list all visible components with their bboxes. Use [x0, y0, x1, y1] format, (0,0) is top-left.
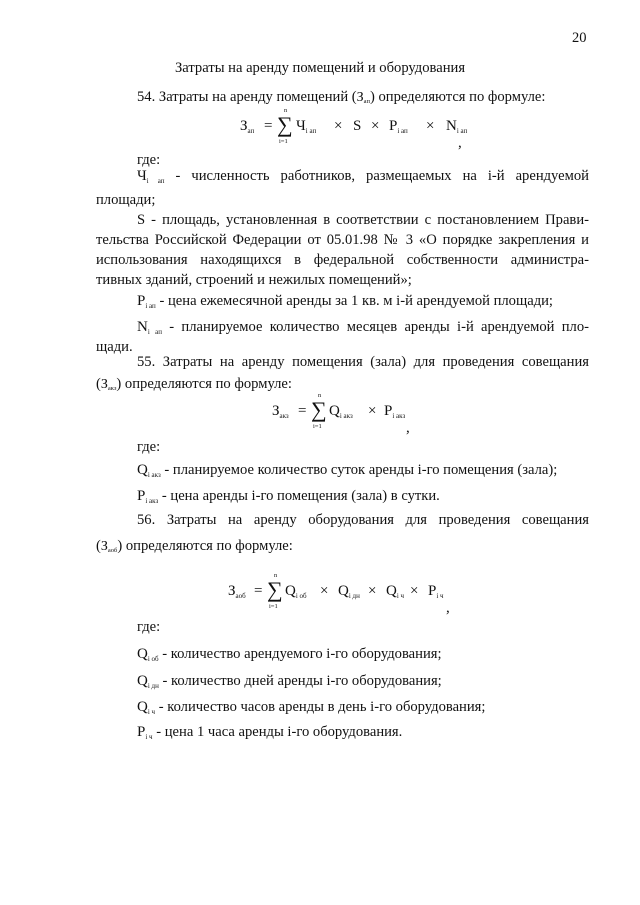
f55-sum-top: n [318, 392, 322, 399]
p54-intro [137, 87, 545, 112]
p54-def1-symbol: $Ч_{i ап}$ [137, 168, 165, 185]
f56-term4: $P_{i ч}$ [428, 583, 444, 600]
p54-def1-line2: площади; [96, 192, 156, 208]
f54-comma: , [458, 135, 462, 151]
p56-def2-symbol: $Q_{i дн}$ [137, 673, 159, 690]
f54-op1: × [334, 118, 343, 134]
p56-line1: 56. Затраты на аренду оборудования для проведения совещания [137, 512, 589, 528]
f54-term3: $P_{i ап}$ [389, 118, 408, 135]
p54-def1-line1: $Ч_{i ап}$ - численность работников, размещаемых на i-й арендуемой [137, 168, 589, 185]
f55-term1: $Q_{i акз}$ [329, 403, 353, 420]
p55-line2: (Закз) определяются по формуле: [96, 376, 292, 392]
f54-term1: $Ч_{i ап}$ [296, 118, 317, 135]
f55-term2: $P_{i акз}$ [384, 403, 406, 420]
f56-op1: × [320, 583, 329, 599]
p56-def4: $P_{i ч}$ - цена 1 часа аренды i-го оборудования. [137, 724, 403, 741]
f56-term2: $Q_{i дн}$ [338, 583, 360, 600]
p54-def4-symbol: $N_{i ап}$ [137, 319, 162, 336]
section-title: Затраты на аренду помещений и оборудования [174, 60, 466, 76]
p55-def2: $P_{i акз}$ - цена аренды i-го помещения (зала) в сутки. [137, 488, 440, 505]
p56-def1-symbol: $Q_{i об}$ [137, 646, 159, 663]
p54-where: где: [137, 152, 161, 168]
p56-def3-symbol: $Q_{i ч}$ [137, 699, 156, 716]
p54-def3-symbol: $P_{i ап}$ [137, 293, 156, 310]
p54-def4-line2: щади. [96, 339, 133, 355]
p54-def2-line1: S - площадь, установленная в соответствии с постановлением Прави- [137, 212, 589, 228]
f56-comma: , [446, 600, 450, 616]
f54-lhs: $З_{ап}$ [240, 118, 255, 135]
f55-comma: , [406, 420, 410, 436]
f55-eq: = [298, 403, 307, 419]
p54-def4-line1: $N_{i ап}$ - планируемое количество месяцев аренды i-й арендуемой пло- [137, 319, 589, 336]
f54-term2: S [353, 118, 362, 134]
f54-sum-top: n [284, 107, 288, 114]
p55-where: где: [137, 439, 161, 455]
p55-def1: $Q_{i акз}$ - планируемое количество суток аренды i-го помещения (зала); [137, 462, 558, 479]
f54-eq: = [264, 118, 273, 134]
p54-symbol: Зап [356, 90, 370, 105]
p56-def1: $Q_{i об}$ - количество арендуемого i-го оборудования; [137, 646, 442, 663]
f55-sum-bottom: i=1 [313, 423, 322, 430]
p55-intro [137, 352, 589, 372]
p54-def2-line3: использования находящихся в федеральной собственности администра- [96, 252, 589, 268]
p56-where: где: [137, 619, 161, 635]
p54-def3: $P_{i ап}$ - цена ежемесячной аренды за 1 кв. м i-й арендуемой площади; [137, 293, 553, 310]
page-number: 20 [572, 30, 587, 46]
p54-def2 [137, 210, 589, 230]
f56-term3: $Q_{i ч}$ [386, 583, 405, 600]
f56-eq: = [254, 583, 263, 599]
p54-def2-rest [96, 230, 589, 270]
p54-def2-line2: тельства Российской Федерации от 05.01.98 № 3 «О порядке закрепления и [96, 232, 589, 248]
f54-op2: × [371, 118, 380, 134]
f56-term1: $Q_{i об}$ [285, 583, 307, 600]
f56-sigma: ∑ [267, 577, 283, 602]
p56-symbol: Заоб [100, 539, 118, 554]
f54-op3: × [426, 118, 435, 134]
f55-lhs: $З_{акз}$ [272, 403, 289, 420]
p56-def3: $Q_{i ч}$ - количество часов аренды в день i-го оборудования; [137, 699, 486, 716]
f54-sum-bottom: i=1 [279, 138, 288, 145]
f56-lhs: $З_{аоб}$ [228, 583, 246, 600]
f55-sigma: ∑ [311, 397, 327, 422]
p56-intro [137, 510, 589, 530]
f55-op1: × [368, 403, 377, 419]
f56-sum-bottom: i=1 [269, 603, 278, 610]
f54-term4: $N_{i ап}$ [446, 118, 468, 135]
p55-def1-symbol: $Q_{i акз}$ [137, 462, 161, 479]
p54-tail: ) определяются по формуле: [369, 89, 546, 105]
p54-def4 [137, 317, 589, 342]
f56-op2: × [368, 583, 377, 599]
f56-op3: × [410, 583, 419, 599]
p54-def2-line4: тивных зданий, строений и нежилых помещений»; [96, 272, 412, 288]
p55-line1: 55. Затраты на аренду помещения (зала) для проведения совещания [137, 354, 589, 370]
p56-def2: $Q_{i дн}$ - количество дней аренды i-го оборудования; [137, 673, 442, 690]
p54-def1 [137, 166, 589, 191]
p56-line2: (Заоб) определяются по формуле: [96, 538, 293, 554]
p55-def2-symbol: $P_{i акз}$ [137, 488, 159, 505]
p55-symbol: Закз [100, 377, 117, 392]
p56-def4-symbol: $P_{i ч}$ [137, 724, 153, 741]
f56-sum-top: n [274, 572, 278, 579]
p54-lead: 54. Затраты на аренду помещений ( [137, 89, 357, 105]
f54-sigma: ∑ [277, 112, 293, 137]
